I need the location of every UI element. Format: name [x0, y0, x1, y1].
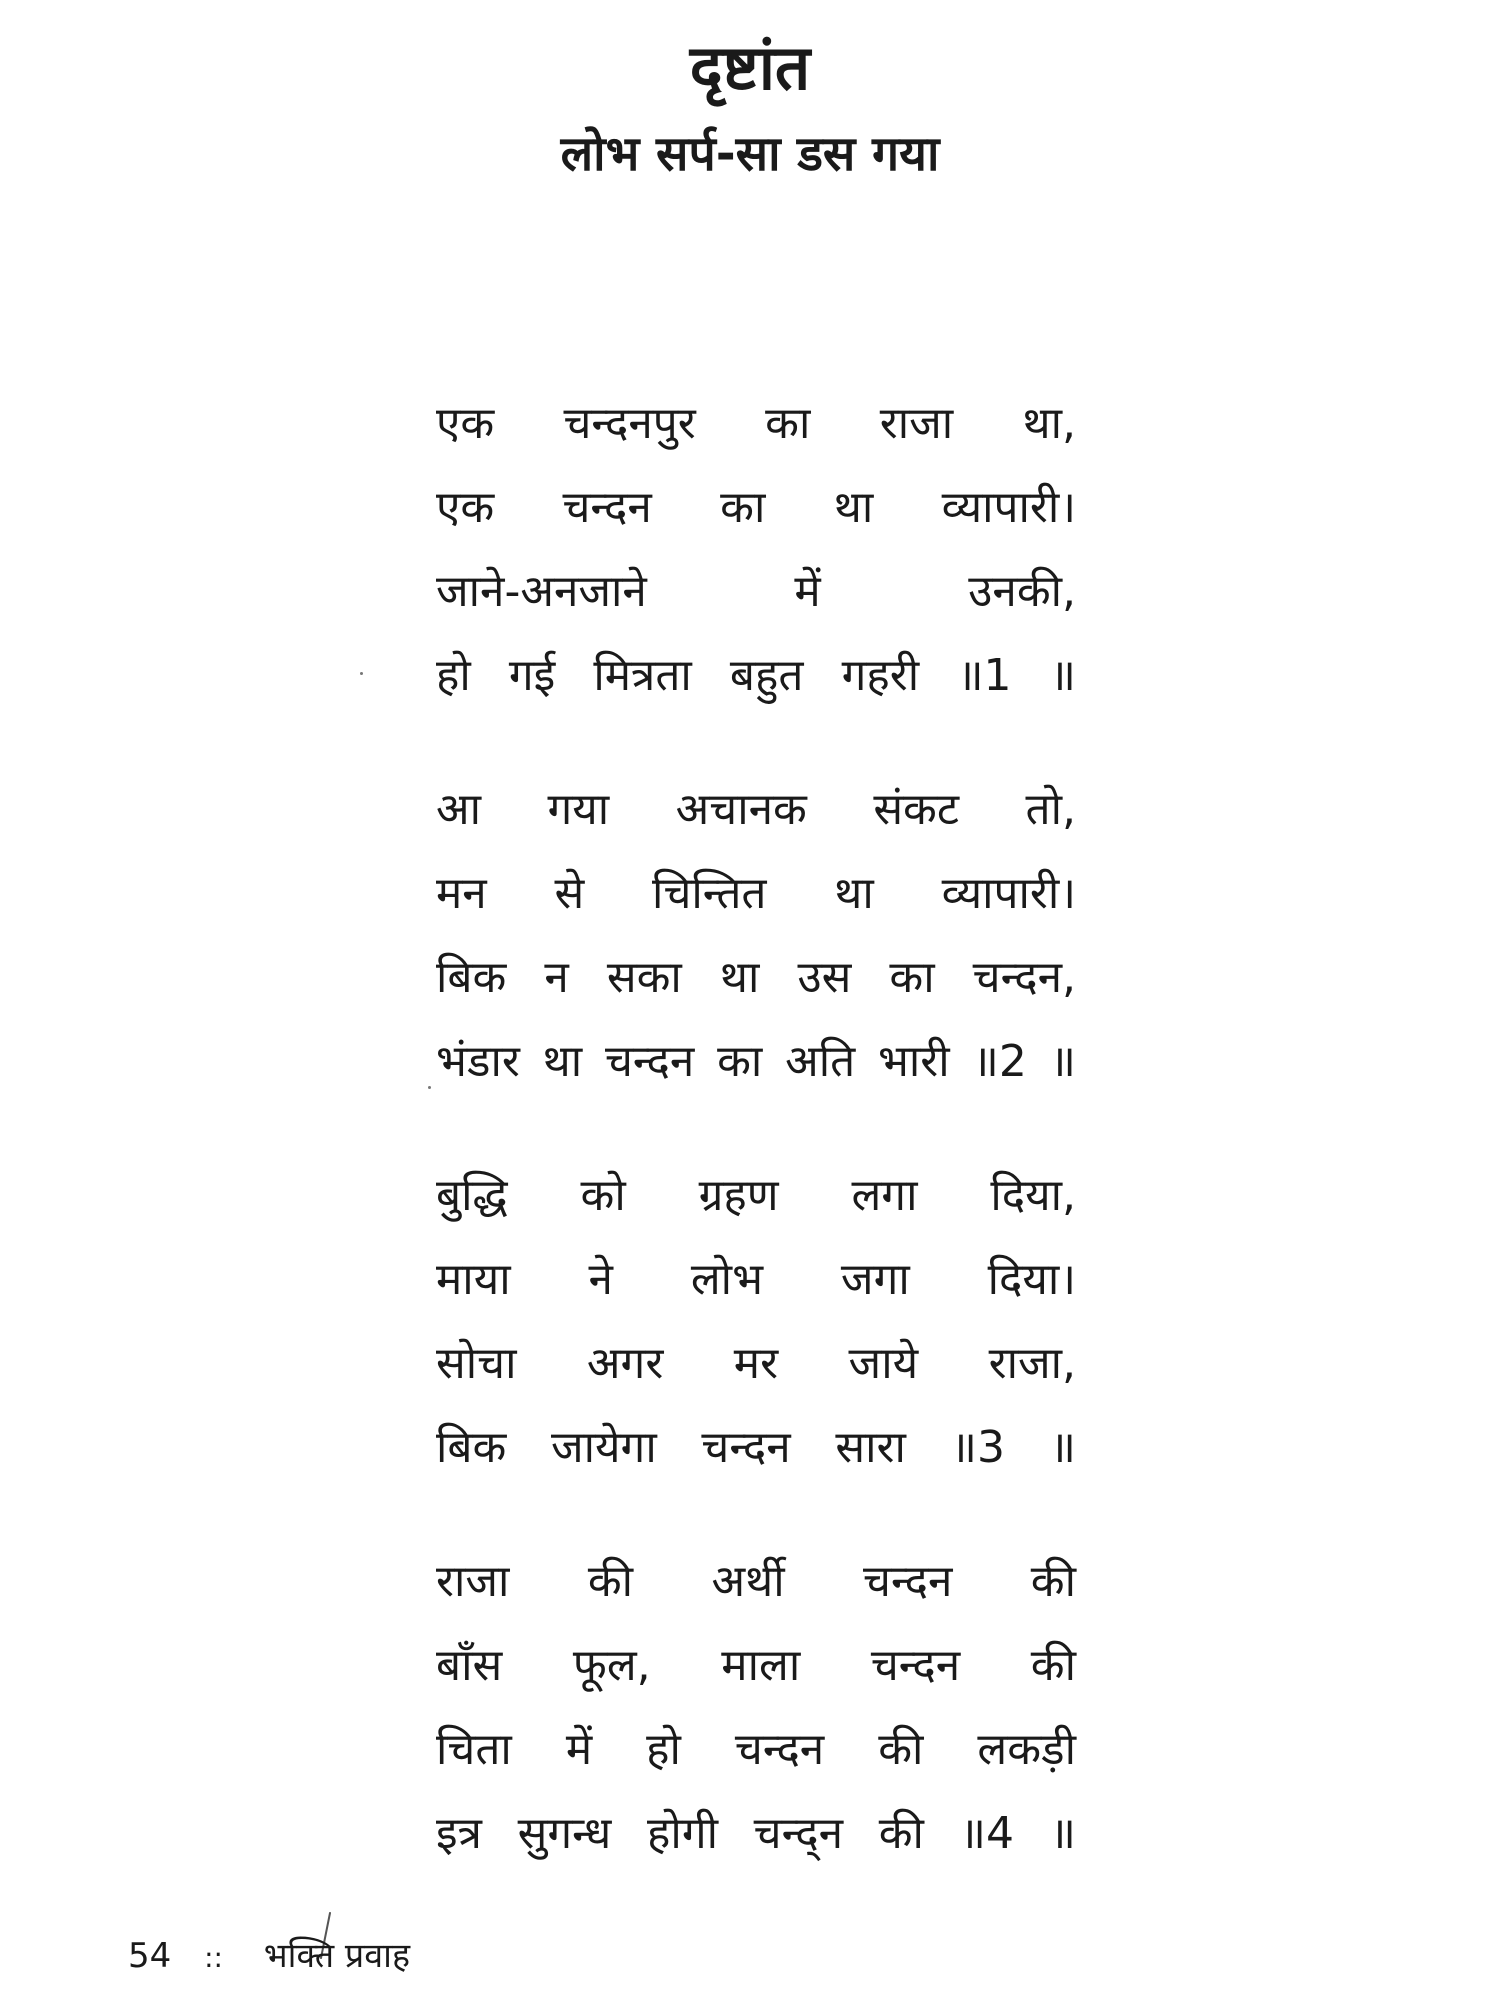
poem-line: हो गई मित्रता बहुत गहरी ॥1 ॥ [436, 650, 1076, 701]
page-subtitle: लोभ सर्प-सा डस गया [560, 126, 940, 182]
poem-line: इत्र सुगन्ध होगी चन्द्न की ॥4 ॥ [436, 1808, 1076, 1859]
poem-line: सोचा अगर मर जाये राजा, [436, 1338, 1076, 1389]
poem-line: चिता में हो चन्दन की लकड़ी [436, 1724, 1076, 1775]
poem-line: मन से चिन्तित था व्यापारी। [436, 868, 1076, 919]
stanza-2 [436, 768, 1076, 1104]
page-footer [128, 1934, 410, 1980]
poem-line: बुद्धि को ग्रहण लगा दिया, [436, 1170, 1076, 1221]
poem-line: आ गया अचानक संकट तो, [436, 784, 1076, 835]
stanza-3 [436, 1154, 1076, 1490]
poem-line: राजा की अर्थी चन्दन की [436, 1556, 1076, 1607]
poem-line: बिक न सका था उस का चन्दन, [436, 952, 1076, 1003]
poem-line: एक चन्दन का था व्यापारी। [436, 482, 1076, 533]
poem-line: माया ने लोभ जगा दिया। [436, 1254, 1076, 1305]
scan-speck [360, 672, 363, 675]
poem-line: जाने-अनजाने में उनकी, [436, 566, 1076, 617]
stanza-4 [436, 1540, 1076, 1876]
page-number: 54 [128, 1936, 172, 1976]
book-title: भक्ति प्रवाह [263, 1936, 410, 1976]
footer-separator: :: [204, 1941, 223, 1974]
poem [436, 382, 1076, 1876]
poem-line: एक चन्दनपुर का राजा था, [436, 398, 1076, 449]
page-title: दृष्टांत [689, 31, 811, 104]
stanza-1 [436, 382, 1076, 718]
poem-line: भंडार था चन्दन का अति भारी ॥2 ॥ [436, 1036, 1076, 1087]
poem-line: बाँस फूल, माला चन्दन की [436, 1640, 1076, 1691]
scan-speck [428, 1086, 431, 1089]
poem-line: बिक जायेगा चन्दन सारा ॥3 ॥ [436, 1422, 1076, 1473]
